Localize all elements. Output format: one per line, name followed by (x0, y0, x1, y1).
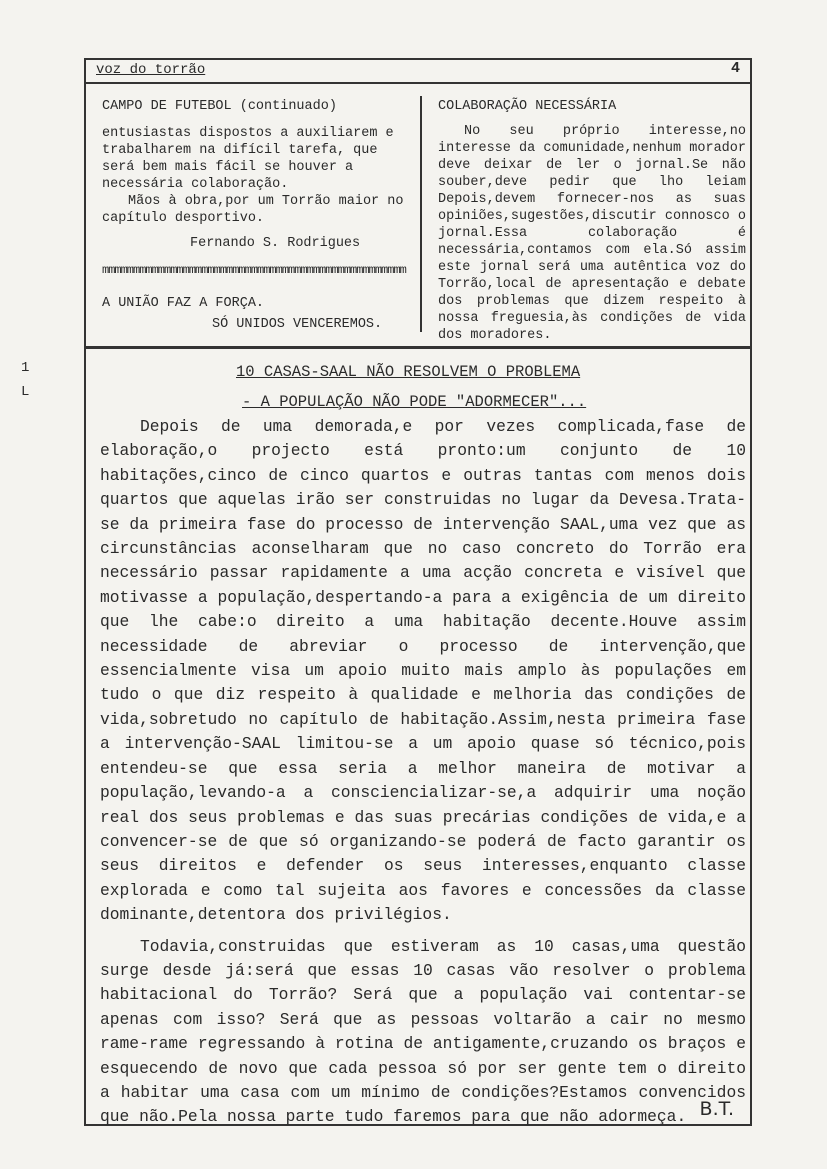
page-header (86, 60, 750, 84)
slogan: A UNIÃO FAZ A FORÇA. (102, 296, 265, 311)
article-subtitle: - A POPULAÇÃO NÃO PODE "ADORMECER"... (242, 393, 587, 411)
column-divider (420, 96, 422, 332)
left-column (102, 98, 408, 333)
main-article-section (86, 349, 750, 1127)
page-number: 4 (730, 60, 740, 77)
newspaper-page (84, 58, 752, 1126)
typed-rule: mmmmmmmmmmmmmmmmmmmmmmmmmmmmmmmmmmmmmmmmmmmmmmmmm (102, 263, 406, 277)
right-column (438, 98, 746, 344)
left-column-paragraph: entusiastas dispostos a auxiliarem e trabalharem na difícil tarefa, que será bem mais fácil se houver a necessária colaboração. (102, 126, 394, 192)
margin-mark-2: L (21, 384, 30, 400)
right-column-body: No seu próprio interesse,no interesse da comunidade,nenhum morador deve deixar de ler o jornal.Se não souber,deve pedir que lho leiam Depois,devem fornecer-nos as suas opiniões,sugestões,discutir connosco o jornal.Essa colaboração é necessária,contamos com ela.Só assim este jornal será uma autêntica voz do Torrão,local de apresentação e debate dos problemas que dizem respeito à nossa freguesia,às condições de vida dos moradores. (438, 124, 746, 343)
article-body (100, 415, 746, 1130)
slogan: SÓ UNIDOS VENCEREMOS. (212, 317, 383, 332)
article-paragraph: Depois de uma demorada,e por vezes complicada,fase de elaboração,o projecto está pronto:um conjunto de 10 habitações,cinco de cinco quartos e outras tantas com menos dois quartos que aquelas irão ser construidas no lugar da Devesa.Trata-se da primeira fase do processo de intervenção SAAL,uma vez que as circunstâncias aconselharam que no caso concreto do Torrão era necessário passar rapidamente a uma acção concreta e visível que motivasse a população,despertando-a para a exigência de um direito que lhe cabe:o direito a uma habitação decente.Houve assim necessidade de abreviar o processo de intervenção,que essencialmente visa um apoio muito mais amplo às populações em tudo o que diz respeito à qualidade e melhoria das condições de vida,sobretudo no capítulo de habitação.Assim,nesta primeira fase a intervenção-SAAL limitou-se a um apoio quase só técnico,pois entendeu-se que essa seria a melhor maneira de motivar a população,levando-a a consciencializar-se,a adquirir uma noção real dos seus problemas e das suas precárias condições de vida,e a convencer-se de que só organizando-se poderá de facto garantir os seus direitos e defender os seus interesses,enquanto classe explorada e como tal sujeita aos favores e concessões da classe dominante,detentora dos privilégios. (100, 417, 746, 925)
signature: Fernando S. Rodrigues (190, 236, 361, 251)
margin-mark-1: 1 (21, 360, 30, 376)
left-column-title: CAMPO DE FUTEBOL (continuado) (102, 99, 337, 114)
left-column-paragraph: Mãos à obra,por um Torrão maior no capítulo desportivo. (102, 194, 404, 226)
article-title: 10 CASAS-SAAL NÃO RESOLVEM O PROBLEMA (236, 363, 581, 381)
right-column-title: COLABORAÇÃO NECESSÁRIA (438, 99, 617, 114)
article-paragraph: Todavia,construidas que estiveram as 10 casas,uma questão surge desde já:será que essas 10 casas vão resolver o problema habitacional do Torrão? Será que a população vai contentar-se apenas com isso? Será que as pessoas voltarão a cair no mesmo rame-rame regressando à rotina de antigamente,cruzando os braços e esquecendo de novo que cada pessoa só por ser gente tem o direito a habitar uma casa com um mínimo de condições?Estamos convencidos que não.Pela nossa parte tudo faremos para que não adormeça. (100, 936, 746, 1127)
author-initials: B.T. (699, 1098, 734, 1120)
top-columns-section (86, 82, 750, 349)
newspaper-title: voz do torrão (96, 62, 206, 78)
